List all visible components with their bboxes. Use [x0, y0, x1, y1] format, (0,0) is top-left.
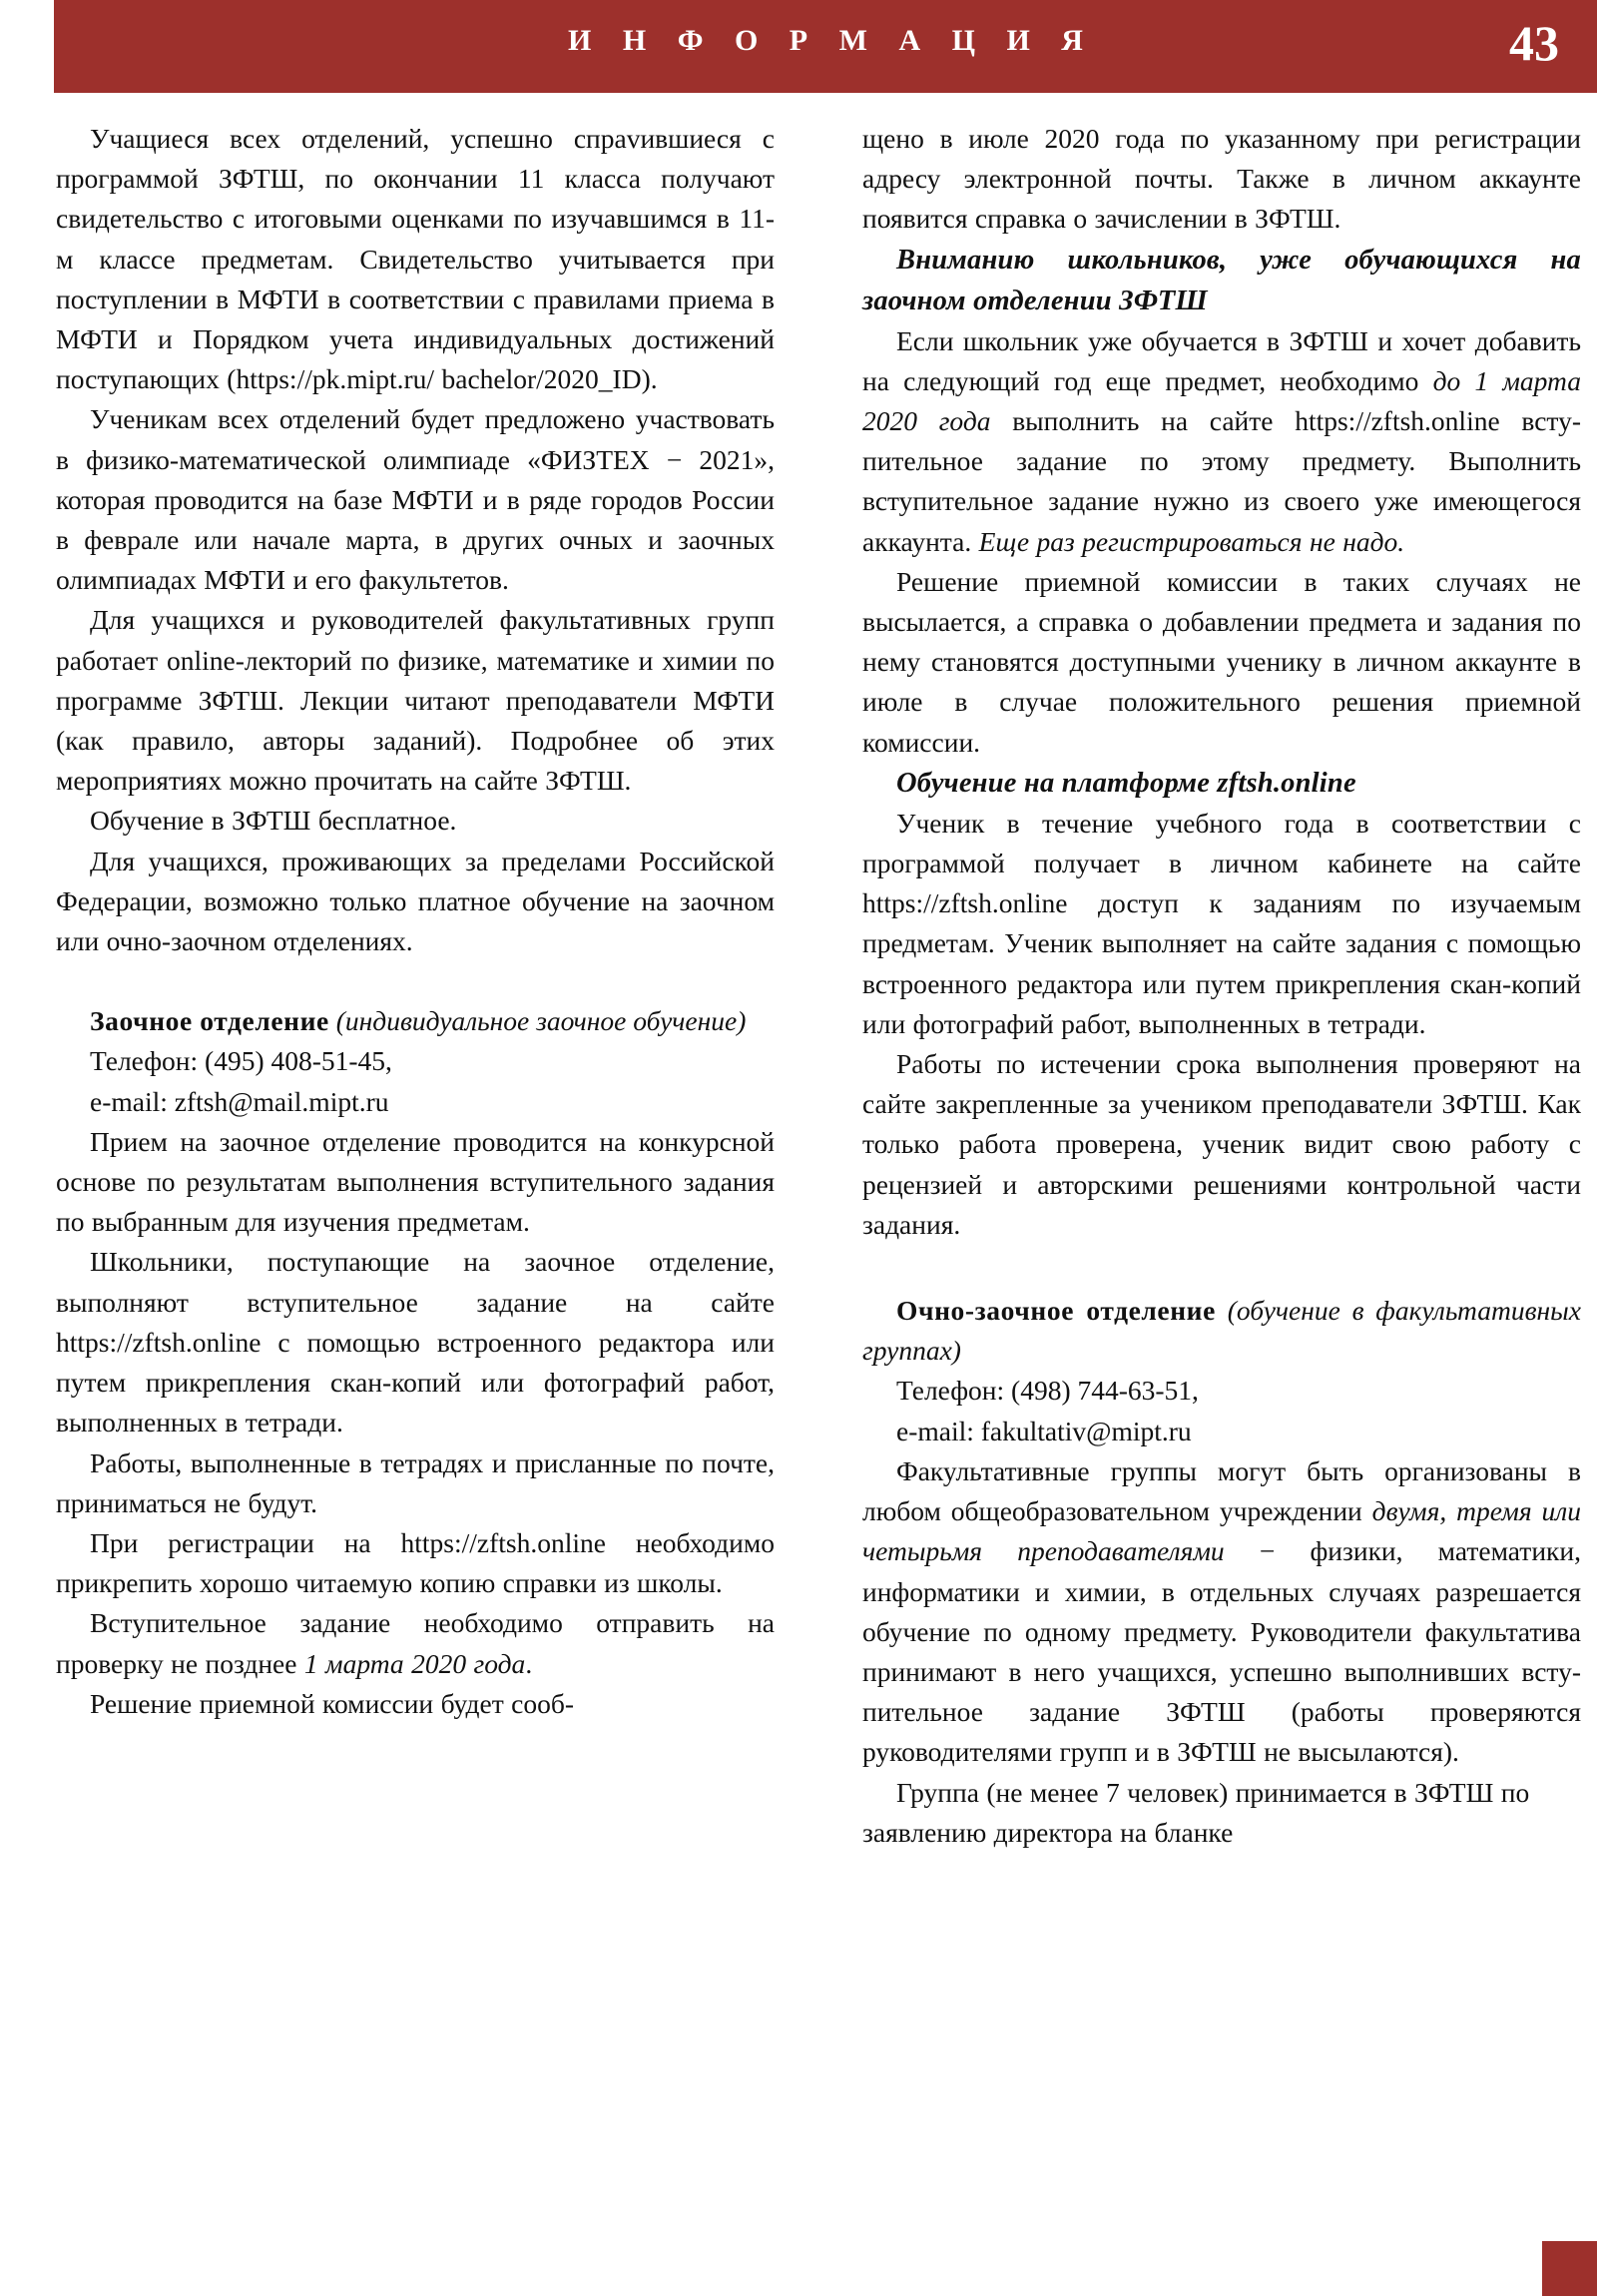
faculty-text-before: Факультативные группы могут быть организованы в любом общеобразовательном учреждении — [862, 1454, 1581, 1527]
phone-value: (498) 744-63-51, — [1011, 1375, 1199, 1407]
paragraph: Ученикам всех отделений будет предложено участвовать в физико-математической олимпиаде «ФИЗТЕХ − 2021», которая проводится на базе МФТИ и в ряде городов России в феврале или начале марта, в других очных и заочных олимпиадах МФТИ и его факультетов. — [56, 403, 775, 596]
attention-text-middle: выполнить на сайте https://zftsh.online вступительное задание по этому предмету. Выполнить вступительное задание нужно из своего уже имеющегося аккаунта. — [862, 405, 1581, 557]
paragraph-faculty-1 — [862, 1451, 1581, 1773]
paragraph-faculty-2: Группа (не менее 7 человек) принимается в ЗФТШ по заявлению директора на бланке — [862, 1776, 1530, 1848]
section-heading-italic: (индивидуальное заочное обучение) — [335, 1005, 747, 1037]
phone-line — [56, 1041, 775, 1081]
paragraph-platform-1: Ученик в течение учебного года в соответствии с программой получает в личном кабинете на сайте https://zftsh.online доступ к заданиям по изучаемым предметам. Ученик выполняет на сайте задания с помощью встроенного редактора или путем прикрепления скан-копий или фотографий работ, выполненных в тетради. — [862, 807, 1581, 1039]
section-heading-correspondence — [56, 1001, 775, 1041]
paragraph-platform-2: Работы по истечении срока выполнения проверяют на сайте закрепленные за учеником преподаватели ЗФТШ. Как только работа проверена, ученик видит свою работу с рецензией и авторскими решениями контрольной части задания. — [862, 1048, 1581, 1240]
left-column — [56, 119, 775, 1724]
page-number: 43 — [1509, 15, 1559, 71]
email-label: e-mail: — [90, 1085, 168, 1117]
section-heading-part-time — [862, 1291, 1581, 1371]
page-body — [0, 93, 1597, 2296]
deadline-text-after: . — [525, 1647, 533, 1679]
phone-label: Телефон: — [896, 1375, 1005, 1407]
paragraph: При регистрации на https://zftsh.online необходимо прикрепить хорошо читаемую копию справки из школы. — [56, 1526, 775, 1599]
subheading-platform: Обучение на платформе zftsh.online — [896, 767, 1356, 799]
paragraph: Учащиеся всех отделений, успешно спраvившиеся с программой ЗФТШ, по окончании 11 класса получают свидетельство с итоговыми оценками по изучавшимся в 11-м классе предметам. Свидетельство учитывается при поступлении в МФТИ в соответствии с правилами приема в МФТИ и Порядком учета индивидуальных достижений поступающих (https://pk.mipt.ru/ bachelor/2020_ID). — [56, 123, 775, 395]
email-value: fakultativ@mipt.ru — [980, 1415, 1192, 1446]
attention-text-before: Если школьник уже обучается в ЗФТШ и хочет добавить на следующий год еще предмет, необходимо — [862, 324, 1581, 396]
paragraph: Для учащихся, проживающих за пределами Российской Федерации, возможно только платное обучение на заочном или очно-заочном отделениях. — [56, 845, 775, 957]
section-heading-italic: (обучение в факультативных группах) — [862, 1295, 1582, 1367]
paragraph-attention-1 — [862, 321, 1581, 562]
corner-marker-square — [1542, 2241, 1597, 2296]
faculty-emphasis-teachers: двумя, тремя или четырьмя преподавателями — [862, 1495, 1581, 1567]
deadline-emphasis: 1 марта 2020 года — [303, 1647, 526, 1679]
page-header-band — [54, 0, 1597, 93]
section-heading-space — [1216, 1295, 1228, 1326]
section-heading-bold: Заочное отделение — [90, 1005, 329, 1037]
paragraph-attention-2: Решение приемной комиссии в таких случаях не высылается, а справка о добавлении предмета и задания по нему становятся доступными ученику в личном аккаунте в июле в случае положительного решения приемной комиссии. — [862, 565, 1581, 758]
paragraph: Прием на заочное отделение проводится на конкурсной основе по результатам выполнения вступительного задания по выбранным для изучения предметам. — [56, 1125, 775, 1238]
paragraph: Работы, выполненные в тетрадях и присланные по почте, приниматься не будут. — [56, 1446, 775, 1518]
email-line — [56, 1082, 775, 1122]
paragraph-deadline — [56, 1603, 775, 1683]
email-value: zftsh@mail.mipt.ru — [174, 1085, 389, 1117]
deadline-text-before: Вступительное задание необходимо отправить на проверку не позднее — [56, 1607, 775, 1679]
faculty-text-after: − физики, математики, информатики и химии, в отдельных случаях разрешается обучение по одному предмету. Руководители факультатива принимают в него учащихся, успешно выполнивших вступительное задание ЗФТШ (работы проверяются руководителями групп и в ЗФТШ не высылаются). — [862, 1535, 1581, 1768]
phone-value: (495) 408-51-45, — [205, 1045, 392, 1077]
section-heading-space — [329, 1005, 336, 1036]
page-title: И Н Ф О Р М А Ц И Я — [568, 24, 1095, 57]
section-gap — [862, 1245, 1581, 1291]
right-column — [862, 119, 1581, 1853]
phone-line — [862, 1371, 1581, 1411]
email-label: e-mail: — [896, 1415, 974, 1446]
section-gap — [56, 961, 775, 1001]
paragraph-continued: Решение приемной комиссии будет сооб- — [90, 1687, 575, 1719]
paragraph-continuation: щено в июле 2020 года по указанному при регистрации адресу электронной почты. Также в личном аккаунте появится справка о зачислении в ЗФТШ. — [862, 123, 1581, 235]
subheading-attention-students: Вниманию школьников, уже обучающихся на заочном отделении ЗФТШ — [862, 244, 1581, 316]
phone-label: Телефон: — [90, 1045, 199, 1077]
attention-emphasis-note: Еще раз регистрироваться не надо. — [978, 525, 1405, 557]
section-heading-bold: Очно-заочное отделение — [896, 1295, 1216, 1327]
paragraph: Для учащихся и руководителей факультативных групп работает online-лекторий по физике, математике и химии по программе ЗФТШ. Лекции читают преподаватели МФТИ (как правило, авторы заданий). Подробнее об этих мероприятиях можно прочитать на сайте ЗФТШ. — [56, 604, 775, 797]
paragraph: Обучение в ЗФТШ бесплатное. — [90, 805, 457, 837]
attention-emphasis-date: до 1 марта 2020 года — [862, 364, 1581, 437]
email-line — [862, 1412, 1581, 1451]
paragraph: Школьники, поступающие на заочное отделение, выполняют вступительное задание на сайте https://zftsh.online с помощью встроенного редактора или путем прикрепления скан-копий или фотографий работ, выполненных в тетради. — [56, 1246, 775, 1438]
